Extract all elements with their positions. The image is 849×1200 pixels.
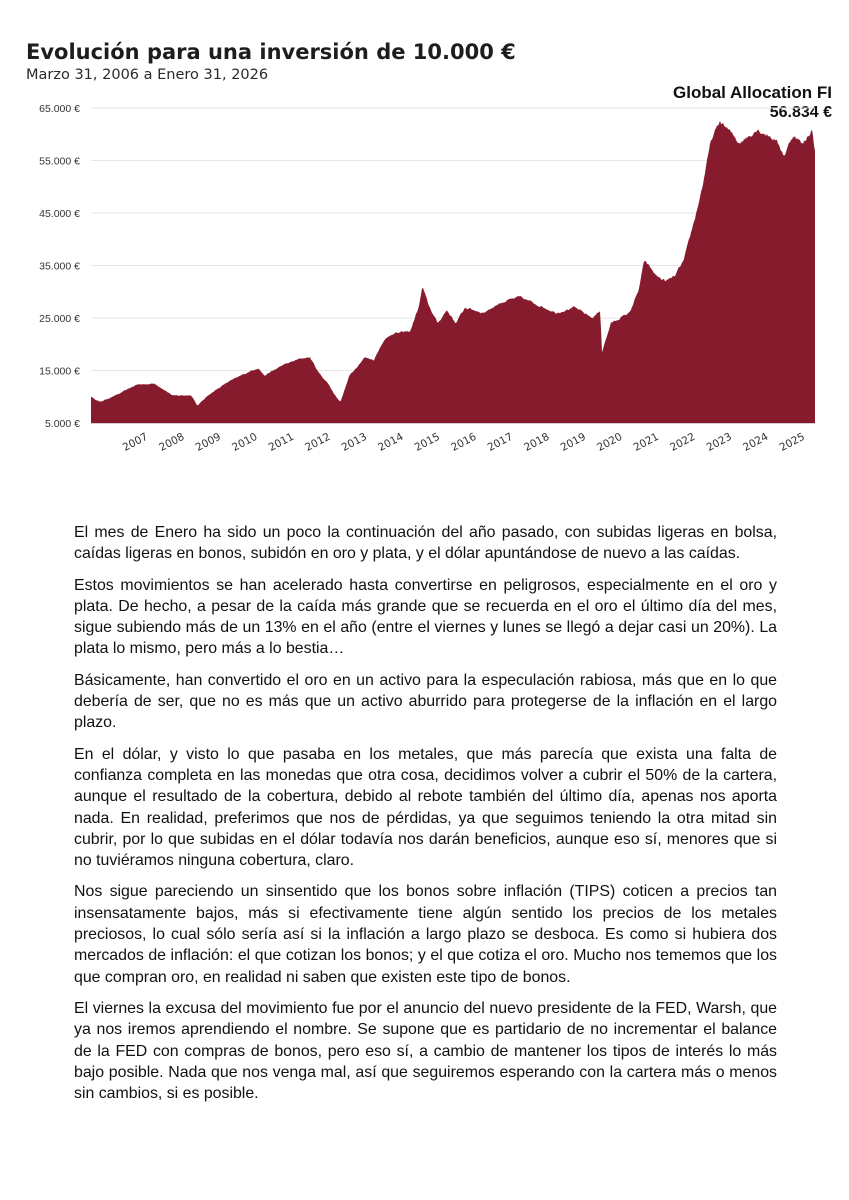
article-paragraph: Nos sigue pareciendo un sinsentido que los bonos sobre inflación (TIPS) coticen a precios tan insensatamente bajos, más si efectivamente tiene algún sentido los precios de los metales preciosos, lo cual sólo sería así si la inflación a largo plazo se desboca. Es como si hubiera dos mercados de inflación: el que cotizan los bonos; y el que cotiza el oro. Mucho nos tememos que los que compran oro, en realidad ni saben que existen este tipo de bonos. <box>74 883 777 986</box>
article-paragraph: El viernes la excusa del movimiento fue por el anuncio del nuevo presidente de la FED, Warsh, que ya nos iremos aprendiendo el nombre. Se supone que es partidario de no incrementar el balance de la FED con compras de bonos, pero eso sí, a cambio de mantener los tipos de interés lo más bajo posible. Nada que nos venga mal, así que seguiremos esperando con la cartera más o menos sin cambios, si es posible. <box>74 999 777 1103</box>
fund-name: Global Allocation FI <box>673 83 832 102</box>
x-tick-label: 2010 <box>230 430 260 454</box>
x-tick-label: 2025 <box>777 430 807 454</box>
x-tick-label: 2017 <box>485 430 515 454</box>
y-tick-label: 65.000 € <box>39 103 80 115</box>
x-axis-tick-labels <box>121 431 807 454</box>
article-body <box>74 522 777 1114</box>
x-tick-label: 2019 <box>558 430 588 454</box>
x-tick-label: 2020 <box>595 430 625 454</box>
y-tick-label: 45.000 € <box>39 208 80 220</box>
x-tick-label: 2023 <box>704 430 734 454</box>
x-tick-label: 2011 <box>266 430 296 454</box>
fund-value-area <box>91 121 815 423</box>
chart-subtitle: Marzo 31, 2006 a Enero 31, 2026 <box>26 67 269 83</box>
investment-growth-chart <box>0 0 849 470</box>
x-tick-label: 2018 <box>522 430 552 454</box>
article-paragraph: Básicamente, han convertido el oro en un activo para la especulación rabiosa, más que en lo que debería de ser, que no es más que un activo aburrido para protegerse de la inflación en el largo plazo. <box>74 671 777 732</box>
x-tick-label: 2021 <box>631 430 661 454</box>
x-tick-label: 2009 <box>193 430 223 454</box>
x-tick-label: 2024 <box>741 430 771 454</box>
x-tick-label: 2014 <box>376 430 406 454</box>
x-tick-label: 2015 <box>412 430 442 454</box>
x-tick-label: 2022 <box>668 430 698 454</box>
y-tick-label: 35.000 € <box>39 260 80 273</box>
y-tick-label: 5.000 € <box>44 418 80 430</box>
y-tick-label: 25.000 € <box>39 313 80 325</box>
chart-title: Evolución para una inversión de 10.000 € <box>26 40 516 64</box>
y-axis-tick-labels <box>39 103 80 430</box>
article-paragraph: El mes de Enero ha sido un poco la continuación del año pasado, con subidas ligeras en bolsa, caídas ligeras en bonos, subidón en oro y plata, y el dólar apuntándose de nuevo a las caídas. <box>74 524 777 563</box>
x-tick-label: 2008 <box>157 430 187 454</box>
x-tick-label: 2016 <box>449 430 479 454</box>
fund-final-value: 56.834 € <box>769 104 832 121</box>
y-tick-label: 55.000 € <box>39 155 80 168</box>
y-tick-label: 15.000 € <box>39 365 80 378</box>
article-paragraph: En el dólar, y visto lo que pasaba en los metales, que más parecía que exista una falta de confianza completa en las monedas que otra cosa, decidimos volver a cubrir el 50% de la cartera, aunque el resultado de la cobertura, debido al rebote también del último día, apenas nos aporta nada. En realidad, preferimos que nos de pérdidas, ya que seguimos teniendo la otra mitad sin cubrir, por lo que subidas en el dólar todavía nos darán beneficios, aunque eso sí, menores que si no tuviéramos ninguna cobertura, claro. <box>74 745 777 870</box>
x-tick-label: 2007 <box>120 430 150 454</box>
x-tick-label: 2012 <box>303 430 333 454</box>
article-paragraph: Estos movimientos se han acelerado hasta convertirse en peligrosos, especialmente en el oro y plata. De hecho, a pesar de la caída más grande que se recuerda en el oro el último día del mes, sigue subiendo más de un 13% en el año (entre el viernes y lunes se llegó a dejar casi un 20%). La plata lo mismo, pero más a lo bestia… <box>74 576 777 658</box>
x-tick-label: 2013 <box>339 430 369 454</box>
